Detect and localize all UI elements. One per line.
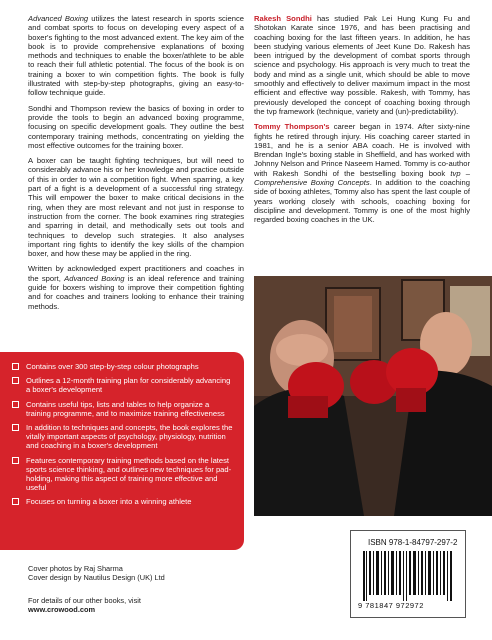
bio-thompson <box>254 122 470 224</box>
checkbox-icon <box>12 457 19 464</box>
bio-thompson-text-b: . In addition to the coaching side of boxing athletes, Tommy also has spent the last couple of years working closely with schools, coaching boxing for discipline and development. Tommy is one of the most highly regarded boxing coaches in the UK. <box>254 178 470 225</box>
cover-credits <box>28 564 165 582</box>
feature-text: Outlines a 12-month training plan for considerably advancing a boxer's development <box>26 376 231 395</box>
checkbox-icon <box>12 498 19 505</box>
right-column <box>254 14 470 231</box>
feature-text: In addition to techniques and concepts, the book explores the vitally important aspects of psychology, physiology, nutrition and coaching in a boxer's development <box>26 423 233 451</box>
feature-text: Contains useful tips, lists and tables to help organize a training programme, and to maximize training effectiveness <box>26 399 225 418</box>
checkbox-icon <box>12 424 19 431</box>
strategy-paragraph: A boxer can be taught fighting techniques, but will need to considerably advance his or her knowledge and practice outside of this in order to win a competition fight. When sparring, a key part of a fight is a development of a successful ring strategy. This will empower the boxer to make critical decisions in the ring, when they are most relevant and not just in response to instruction from the corner. The book examines ring strategies and sparring in detail, and methodically sets out tools and techniques to develop such strategies. It also analyses important ring fights to identify the key skills of the champion boxer, and how these may be applied in the ring. <box>28 156 244 259</box>
boxing-photo <box>254 276 492 516</box>
author-name-thompson: Tommy Thompson's <box>254 122 330 132</box>
author-name-sondhi: Rakesh Sondhi <box>254 14 312 23</box>
feature-item <box>26 362 236 371</box>
photo-credit: Cover photos by Raj Sharma <box>28 564 123 573</box>
features-panel <box>0 352 244 550</box>
authors-text-a: Written by acknowledged expert practitioners and coaches in the sport, <box>28 264 244 283</box>
checkbox-icon <box>12 401 19 408</box>
website-link[interactable]: www.crowood.com <box>28 605 96 614</box>
book-title-italic: Advanced Boxing <box>28 14 89 23</box>
features-list <box>0 352 244 507</box>
design-credit: Cover design by Nautilus Design (UK) Ltd <box>28 573 165 582</box>
feature-item <box>26 400 236 418</box>
book-title-tvp: tvp – Comprehensive Boxing Concepts <box>254 168 470 188</box>
website-info <box>28 596 141 614</box>
left-column <box>28 14 244 317</box>
authors-paragraph <box>28 264 244 310</box>
intro-paragraph <box>28 14 244 98</box>
feature-text: Contains over 300 step-by-step colour photographs <box>26 362 199 371</box>
intro-text: utilizes the latest research in sports science and combat sports to focus on developing every aspect of a boxer's fighting to the most advanced extent. The key aim of the book is to provide comprehensive explanations of boxing methods and techniques to enable the boxer/athlete to be able to reach their full athletic potential. The focus of the book is on training a boxer to win competition fights. The book is fully illustrated with step-by-step photographs, giving an easy-to-follow technique guide. <box>28 14 244 98</box>
feature-text: Focuses on turning a boxer into a winning athlete <box>26 497 192 507</box>
book-title-italic-2: Advanced Boxing <box>64 273 125 283</box>
feature-item <box>26 376 236 394</box>
website-prompt: For details of our other books, visit <box>28 596 141 605</box>
bio-thompson-text-a: career began in 1974. After sixty-nine fights he retired through injury. His coaching career started in 1981, and he is a senior ABA coach. He is involved with Brendan Ingle's boxing stable in Sheffield, and has worked with Johnny Nelson and Prince Naseem Hamed. Tommy is co-author with Rakesh Sondhi of the bestselling boxing book <box>254 122 471 178</box>
authors-text-b: is an ideal reference and training guide for boxers wishing to improve their competition fighting and for coaches and trainers looking to enhance their training methods. <box>28 273 244 311</box>
checkbox-icon <box>12 377 19 384</box>
bio-sondhi-text: has studied Pak Lei Hung Kung Fu and Shotokan Karate since 1976, and has been practising and coaching boxing for the last fifteen years. In addition, he has been studying various elements of Jeet Kune Do. Rakesh has been intrigued by the development of combat sports through science and psychology. His approach is very much to treat the body and mind as a single unit, which should be able to move smoothly and effectively to deliver maximum impact in the most efficient and effective way possible. Rakesh, with Tommy, has previously developed the concept of coaching boxing through the tvp framework (technique, variety and (un)-predictability). <box>254 14 470 116</box>
feature-item <box>26 497 236 506</box>
checkbox-icon <box>12 363 19 370</box>
feature-item <box>26 423 236 451</box>
feature-item <box>26 456 236 493</box>
bio-sondhi <box>254 14 470 116</box>
feature-text: Features contemporary training methods based on the latest sports science thinking, and outlines new techniques for pad-holding, making this aspect of training more effective and useful <box>26 455 232 493</box>
barcode-digits: 9 781847 972972 <box>358 601 424 610</box>
isbn-label: ISBN 978-1-84797-297-2 <box>368 538 458 547</box>
review-paragraph: Sondhi and Thompson review the basics of boxing in order to provide the tools to begin an advanced boxing programme, focusing on specific development goals. They outline the best contemporary training methods, concentrating on yielding the most effective outcomes for the training boxer. <box>28 103 244 150</box>
